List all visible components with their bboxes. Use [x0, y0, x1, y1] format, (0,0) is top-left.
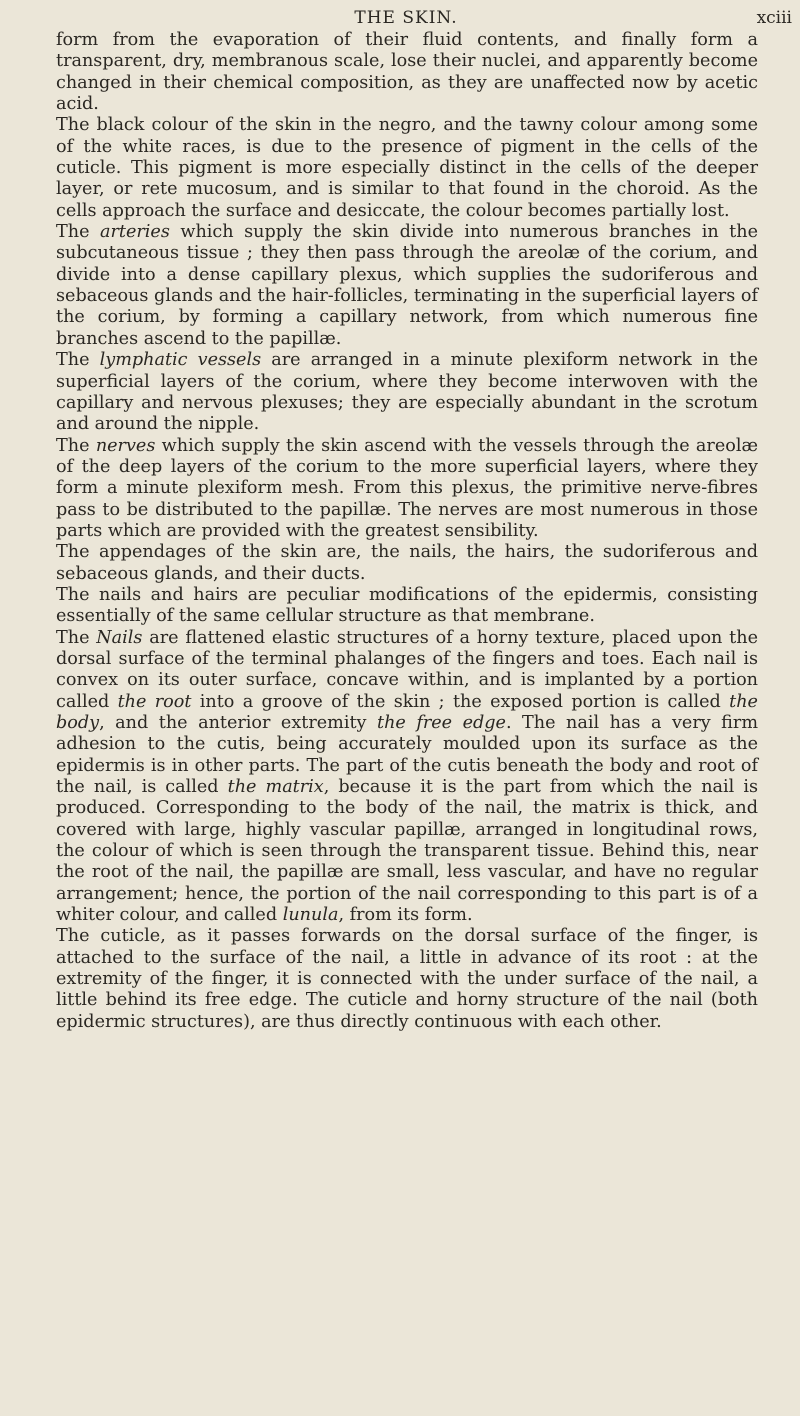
text-run: The appendages of the skin are, the nails, the hairs, the sudoriferous and sebaceous glands, and their ducts.: [56, 542, 758, 584]
text-run: The: [56, 435, 96, 456]
running-title: THE SKIN.: [354, 8, 458, 28]
page-number: xciii: [756, 8, 792, 28]
paragraph-appendages: [56, 542, 758, 585]
term-italic: Nails: [96, 627, 143, 648]
text-run: The: [56, 222, 101, 243]
term-italic: lunula: [282, 905, 339, 926]
paragraph-cell-contents: [56, 30, 758, 115]
term-italic: the root: [117, 691, 192, 712]
paragraph-nails-hairs: [56, 585, 758, 628]
term-italic: the matrix: [227, 777, 324, 798]
text-run: form from the evaporation of their fluid contents, and finally form a transparent, dry, membranous scale, lose their nuclei, and apparently become changed in their chemical composition, as they are unaffected now by acetic acid.: [56, 30, 758, 115]
term-italic: the body: [56, 691, 758, 733]
text-run: are arranged in a minute plexiform network in the superficial layers of the corium, where they become interwoven with the capillary and nervous plexuses; they are especially abundant in the scrotum and around the nipple.: [56, 350, 759, 435]
body-text: [56, 30, 758, 1033]
text-run: The black colour of the skin in the negro, and the tawny colour among some of the white races, is due to the presence of pigment in the cells of the cuticle. This pigment is more especially distinct in the cells of the deeper layer, or rete mucosum, and is similar to that found in the choroid. As the cells approach the surface and desiccate, the colour becomes partially lost.: [56, 115, 758, 221]
text-run: which supply the skin ascend with the vessels through the areolæ of the deep layers of the corium to the more superficial layers, where they form a minute plexiform mesh. From this plexus, the primitive nerve-fibres pass to be distributed to the papillæ. The nerves are most numerous in those parts which are provided with the greatest sensibility.: [56, 435, 758, 541]
paragraph-lymphatics: [56, 350, 758, 435]
text-run: , and the anterior extremity: [99, 713, 377, 733]
term-italic: the free edge: [377, 713, 506, 733]
paragraph-arteries: [56, 222, 758, 350]
text-run: The: [56, 350, 100, 371]
text-run: The cuticle, as it passes forwards on the dorsal surface of the finger, is attached to the surface of the nail, a little in advance of its root : at the extremity of the finger, it is connected with the under surface of the nail, a little behind its free edge. The cuticle and horny structure of the nail (both epidermic structures), are thus directly continuous with each other.: [56, 926, 758, 1032]
paragraph-nails: [56, 628, 758, 927]
text-run: The nails and hairs are peculiar modifications of the epidermis, consisting essentially of the same cellular structure as that membrane.: [56, 584, 758, 627]
text-run: . The nail has a very firm adhesion to the cutis, being accurately moulded upon its surface as the epidermis is in other parts. The part of the cutis beneath the body and root of the nail, is called: [56, 713, 759, 798]
paragraph-pigment: [56, 115, 758, 222]
text-run: , because it is the part from which the nail is produced. Corresponding to the body of the nail, the matrix is thick, and covered with large, highly vascular papillæ, arranged in longitudinal rows, the colour of which is seen through the transparent tissue. Behind this, near the root of the nail, the papillæ are small, less vascular, and have no regular arrangement; hence, the portion of the nail corresponding to this part is of a whiter colour, and called: [56, 777, 759, 926]
paragraph-nerves: [56, 436, 758, 543]
text-run: which supply the skin divide into numerous branches in the subcutaneous tissue ; they then pass through the areolæ of the corium, and divide into a dense capillary plexus, which supplies the sudoriferous and sebaceous glands and the hair-follicles, terminating in the superficial layers of the corium, by forming a capillary network, from which numerous fine branches ascend to the papillæ.: [56, 222, 758, 349]
text-run: The: [56, 627, 97, 648]
text-run: , from its form.: [338, 905, 473, 926]
term-italic: nerves: [95, 435, 156, 456]
text-run: into a groove of the skin ; the exposed portion is called: [191, 691, 730, 712]
paragraph-cuticle: [56, 926, 758, 1033]
text-run: are flattened elastic structures of a horny texture, placed upon the dorsal surface of the terminal phalanges of the fingers and toes. Each nail is convex on its outer surface, concave within, and is implanted by a portion called: [56, 627, 758, 712]
running-head: [56, 8, 792, 32]
term-italic: lymphatic vessels: [99, 350, 262, 371]
term-italic: arteries: [100, 222, 170, 243]
